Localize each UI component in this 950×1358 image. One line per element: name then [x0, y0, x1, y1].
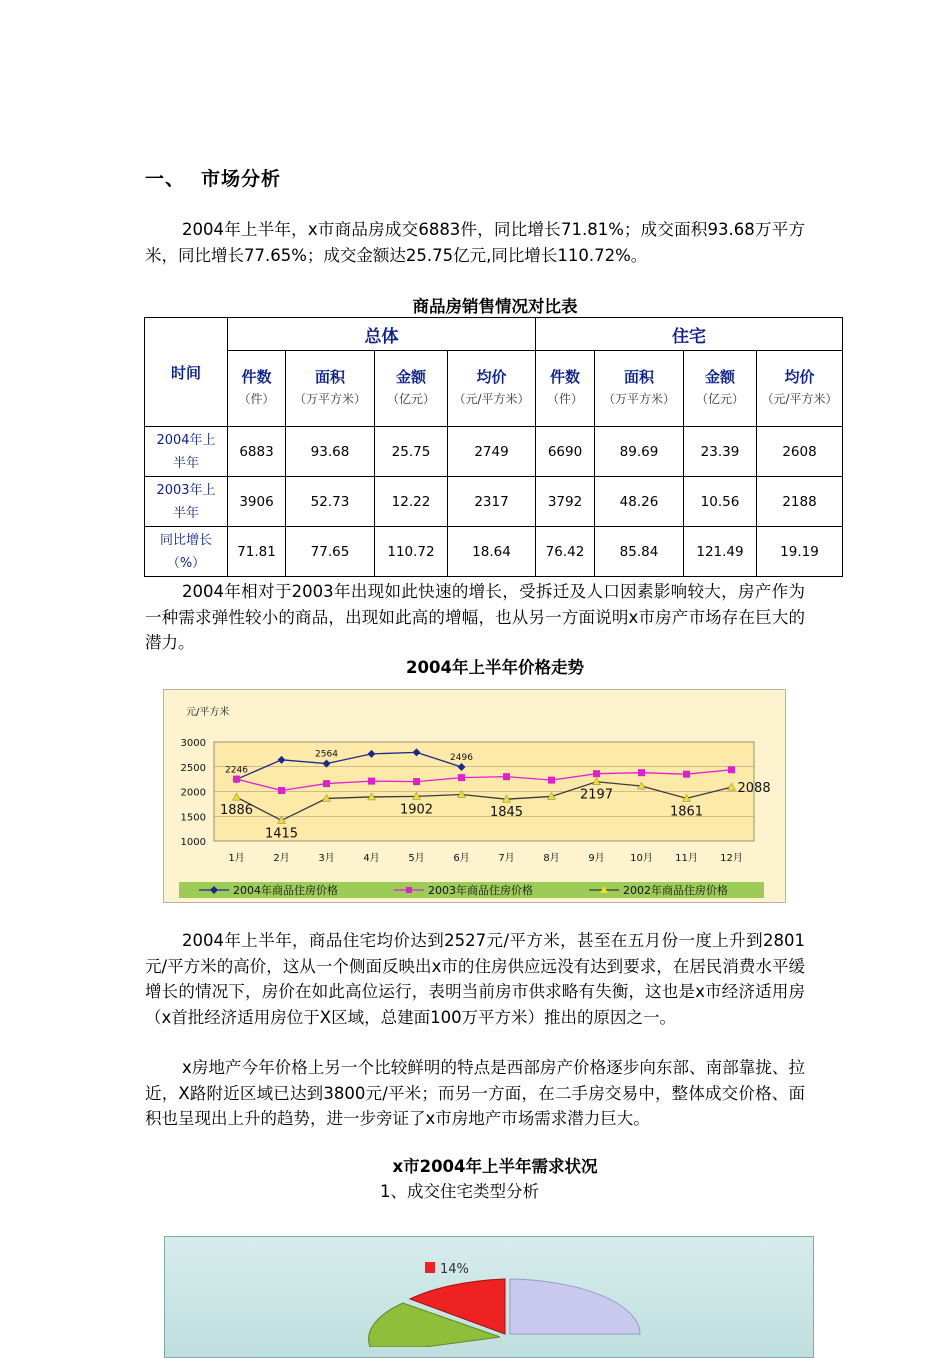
series-2003-marker: [368, 778, 375, 785]
series-2003-marker: [683, 771, 690, 778]
column-header: [536, 351, 595, 427]
price-trend-chart: [163, 689, 786, 903]
series-2003-marker: [278, 787, 285, 794]
row-label: 2004年上半年: [145, 427, 228, 477]
column-header-unit: （亿元）: [386, 392, 435, 406]
table-cell: 6690: [536, 427, 595, 477]
table-cell: 2749: [448, 427, 536, 477]
table-cell: 52.73: [286, 477, 375, 527]
section-title: 市场分析: [201, 168, 282, 190]
y-tick-label: 1500: [180, 812, 206, 824]
y-axis-label: 元/平方米: [186, 707, 230, 718]
y-tick-label: 1000: [180, 837, 206, 848]
table-cell: 19.19: [757, 527, 843, 577]
column-header-unit: （元/平方米）: [453, 392, 530, 406]
x-tick-label: 11月: [675, 853, 698, 864]
y-tick-label: 2000: [180, 787, 206, 799]
chart-svg: [164, 690, 785, 902]
table-cell: 2608: [757, 427, 843, 477]
series-2003-marker: [233, 776, 240, 783]
series-2003-marker: [548, 777, 555, 784]
column-header-unit: （件）: [546, 392, 583, 406]
sub-title: 1、成交住宅类型分析: [380, 1182, 539, 1201]
table-row: [145, 477, 843, 527]
column-header-label: 面积: [314, 368, 345, 386]
row-label: 2003年上半年: [145, 477, 228, 527]
group-header-overall: 总体: [228, 318, 536, 351]
group-header-residential: 住宅: [536, 318, 843, 351]
table-cell: 71.81: [228, 527, 286, 577]
data-label-2002: 2088: [737, 781, 771, 797]
table-row: [145, 427, 843, 477]
data-label-2002: 1886: [219, 803, 254, 819]
y-tick-label: 3000: [180, 738, 206, 749]
column-header-label: 件数: [549, 368, 580, 386]
table-cell: 93.68: [286, 427, 375, 477]
x-tick-label: 12月: [720, 853, 743, 864]
column-header: [595, 351, 684, 427]
data-label-2004: 2564: [315, 749, 338, 760]
column-header: [286, 351, 375, 427]
x-tick-label: 1月: [228, 853, 245, 864]
series-2003-marker: [413, 778, 420, 785]
pie-slice-lavender: [510, 1279, 640, 1334]
x-tick-label: 7月: [498, 853, 515, 864]
x-tick-label: 5月: [408, 853, 425, 864]
column-header: [448, 351, 536, 427]
legend-marker: [406, 887, 412, 893]
legend-label: 2002年商品住房价格: [623, 884, 728, 897]
data-label-2002: 1902: [399, 802, 434, 818]
housing-type-pie-chart: [164, 1236, 814, 1358]
table-cell: 12.22: [375, 477, 448, 527]
data-label-2002: 1861: [669, 804, 704, 820]
paragraph-3: 2004年上半年，商品住宅均价达到2527元/平方米，甚至在五月份一度上升到2801元/平方米的高价，这从一个侧面反映出x市的住房供应远没有达到要求，在居民消费水平缓增长的情况下，房价在如此高位运行，表明当前房市供求略有失衡，这也是x市经济适用房（x首批经济适用房位于X区域，总建面100万平方米）推出的原因之一。: [145, 931, 805, 1027]
column-header: [684, 351, 757, 427]
x-tick-label: 2月: [273, 853, 290, 864]
time-header: 时间: [145, 318, 228, 427]
table-title: 商品房销售情况对比表: [412, 297, 578, 316]
column-header-unit: （万平方米）: [602, 392, 675, 406]
column-header-label: 均价: [784, 368, 815, 386]
legend-label: 2004年商品住房价格: [233, 884, 338, 897]
table-cell: 85.84: [595, 527, 684, 577]
table-cell: 6883: [228, 427, 286, 477]
table-cell: 76.42: [536, 527, 595, 577]
series-2003-marker: [638, 769, 645, 776]
comparison-table: [144, 317, 843, 577]
table-cell: 10.56: [684, 477, 757, 527]
data-label-2002: 2197: [579, 787, 614, 803]
column-header-label: 件数: [241, 368, 272, 386]
paragraph-1: 2004年上半年，x市商品房成交6883件，同比增长71.81%；成交面积93.68万平方米，同比增长77.65%；成交金额达25.75亿元,同比增长110.72%。: [145, 220, 805, 265]
paragraph-2: 2004年相对于2003年出现如此快速的增长，受拆迁及人口因素影响较大，房产作为一种需求弹性较小的商品，出现如此高的增幅，也从另一方面说明x市房产市场存在巨大的潜力。: [145, 582, 805, 652]
table-cell: 3792: [536, 477, 595, 527]
table-cell: 48.26: [595, 477, 684, 527]
x-tick-label: 3月: [318, 853, 335, 864]
x-tick-label: 4月: [363, 853, 380, 864]
column-header-label: 金额: [395, 368, 426, 386]
data-label-2004: 2246: [225, 765, 248, 776]
column-header-unit: （件）: [238, 392, 275, 406]
table-cell: 23.39: [684, 427, 757, 477]
table-cell: 77.65: [286, 527, 375, 577]
data-label-2002: 1845: [489, 805, 524, 821]
table-row: [145, 527, 843, 577]
data-label-2002: 1415: [264, 826, 299, 842]
series-2003-marker: [323, 780, 330, 787]
column-header-unit: （万平方米）: [293, 392, 366, 406]
paragraph-4: x房地产今年价格上另一个比较鲜明的特点是西部房产价格逐步向东部、南部靠拢、拉近，X路附近区域已达到3800元/平米；而另一方面，在二手房交易中，整体成交价格、面积也呈现出上升的趋势，进一步旁证了x市房地产市场需求潜力巨大。: [145, 1058, 805, 1128]
column-header-unit: （元/平方米）: [761, 392, 838, 406]
x-tick-label: 10月: [630, 853, 653, 864]
table-cell: 25.75: [375, 427, 448, 477]
table-cell: 121.49: [684, 527, 757, 577]
x-tick-label: 9月: [588, 853, 605, 864]
table-cell: 2188: [757, 477, 843, 527]
column-header: [757, 351, 843, 427]
column-header-unit: （亿元）: [695, 392, 744, 406]
data-label-2004: 2496: [450, 752, 473, 763]
column-header-label: 均价: [476, 368, 507, 386]
section-heading: [145, 164, 281, 191]
y-tick-label: 2500: [180, 762, 206, 774]
column-header-label: 面积: [623, 368, 654, 386]
table-cell: 3906: [228, 477, 286, 527]
column-header-label: 金额: [704, 368, 735, 386]
row-label: 同比增长（%）: [145, 527, 228, 577]
pie-svg: [165, 1237, 813, 1347]
column-header: [228, 351, 286, 427]
legend-label: 2003年商品住房价格: [428, 884, 533, 897]
series-2003-marker: [503, 773, 510, 780]
demand-title: x市2004年上半年需求状况: [392, 1157, 598, 1176]
table-cell: 2317: [448, 477, 536, 527]
section-number: 一、: [145, 168, 186, 190]
x-tick-label: 6月: [453, 853, 470, 864]
chart-title: 2004年上半年价格走势: [406, 658, 584, 677]
series-2003-marker: [728, 766, 735, 773]
column-header: [375, 351, 448, 427]
table-cell: 89.69: [595, 427, 684, 477]
legend-swatch-red: [425, 1262, 435, 1273]
table-cell: 18.64: [448, 527, 536, 577]
x-tick-label: 8月: [543, 853, 560, 864]
series-2003-marker: [458, 774, 465, 781]
series-2003-marker: [593, 770, 600, 777]
pie-label: 14%: [440, 1262, 469, 1277]
table-cell: 110.72: [375, 527, 448, 577]
